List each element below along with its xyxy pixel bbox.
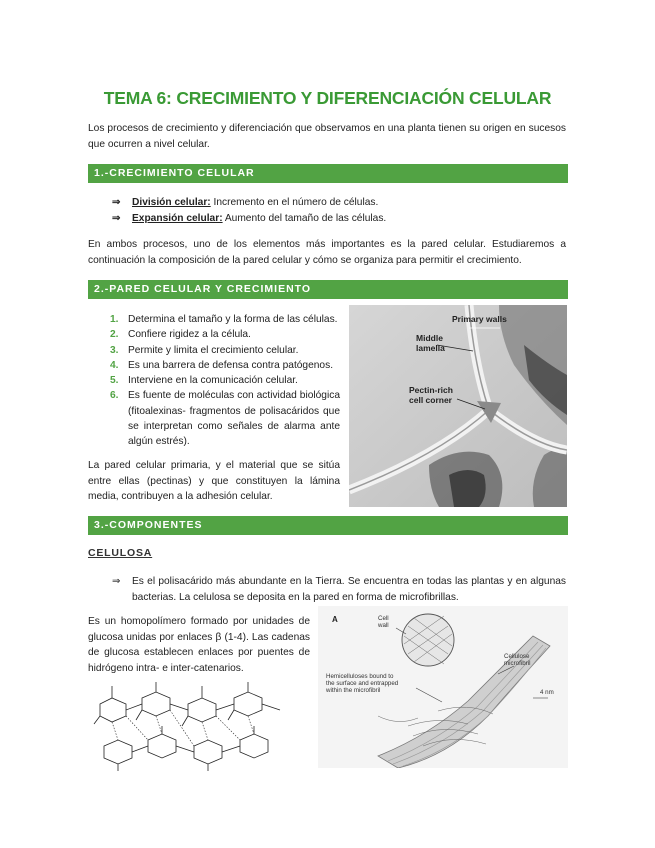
intro-paragraph: Los procesos de crecimiento y diferenciación que observamos en una planta tienen su origen en sucesos que ocurren a nivel celular. (88, 123, 566, 150)
bullet-text: Aumento del tamaño de las células. (222, 213, 387, 224)
section1-paragraph: En ambos procesos, uno de los elementos más importantes es la pared celular. Estudiaremos a continuación la composición de la pared celular y cómo se organiza para permitir el crecimiento. (88, 239, 566, 266)
label-wall: wall (378, 622, 389, 629)
micrograph-svg (349, 305, 567, 507)
label-size: 4 nm (540, 689, 554, 696)
subheading-celulosa: CELULOSA (88, 547, 153, 559)
label-cellulose: Cellulose (504, 653, 530, 660)
list-item: 3. Permite y limita el crecimiento celular. (110, 344, 299, 356)
microfibril-svg (318, 606, 568, 768)
label-hemi-3: within the microfibril (326, 687, 381, 694)
cellulose-microfibril-figure (318, 606, 568, 768)
bullet-term: Expansión celular: (132, 213, 223, 224)
bullet-celulosa (112, 574, 566, 606)
arrow-icon: ⇒ (112, 213, 121, 224)
label-hemi-1: Hemicelluloses bound to (326, 673, 394, 680)
list-item: 2. Confiere rigidez a la célula. (110, 329, 251, 341)
bullet-text: Es el polisacárido más abundante en la Tierra. Se encuentra en todas las plantas y en algunas bacterias. La celulosa se deposita en la pared en forma de microfibrillas. (132, 576, 566, 603)
list-item: 6. Es fuente de moléculas con actividad biológica (fitoalexinas- fragmentos de polisacáridos que se interpretan como señales de alarma ante algún estrés). (110, 390, 340, 448)
section-heading-2: 2.-PARED CELULAR Y CRECIMIENTO (88, 280, 568, 299)
section-heading-3: 3.-COMPONENTES (88, 516, 568, 535)
label-microfibril: microfibril (504, 660, 531, 667)
label-middle: Middle (416, 333, 443, 343)
list-item: 4. Es una barrera de defensa contra patógenos. (110, 359, 334, 371)
cell-wall-micrograph (349, 305, 567, 507)
label-lamella: lamella (416, 343, 445, 353)
arrow-icon: ⇒ (112, 197, 121, 208)
bullet-division (112, 195, 552, 211)
label-corner: cell corner (409, 395, 452, 405)
section-heading-1: 1.-CRECIMIENTO CELULAR (88, 164, 568, 183)
glucose-chain-svg (92, 676, 288, 772)
arrow-icon: ⇒ (112, 576, 121, 587)
label-hemi-2: the surface and entrapped (326, 680, 399, 687)
list-item: 1. Determina el tamaño y la forma de las células. (110, 314, 338, 325)
bullet-term: División celular: (132, 197, 211, 208)
section2-paragraph: La pared celular primaria, y el material que se sitúa entre ellas (pectinas) y que constituyen la lámina media, contribuyen a la adhesión celular. (88, 460, 340, 502)
label-panel-a: A (332, 615, 338, 624)
label-cell: Cell (378, 615, 389, 622)
glucose-chain-diagram (92, 676, 288, 772)
label-primary-walls: Primary walls (452, 314, 507, 324)
wall-functions-list (110, 312, 340, 450)
page-title: TEMA 6: CRECIMIENTO Y DIFERENCIACIÓN CELULAR (103, 88, 552, 108)
celulosa-paragraph: Es un homopolímero formado por unidades de glucosa unidas por enlaces β (1-4). Las cadenas de glucosa establecen enlaces por puentes de hidrógeno intra- e inter-catenarios. (88, 616, 310, 674)
label-pectin: Pectin-rich (409, 385, 453, 395)
list-item: 5. Interviene en la comunicación celular. (110, 375, 298, 387)
bullet-expansion (112, 211, 552, 227)
bullet-text: Incremento en el número de células. (210, 197, 379, 208)
